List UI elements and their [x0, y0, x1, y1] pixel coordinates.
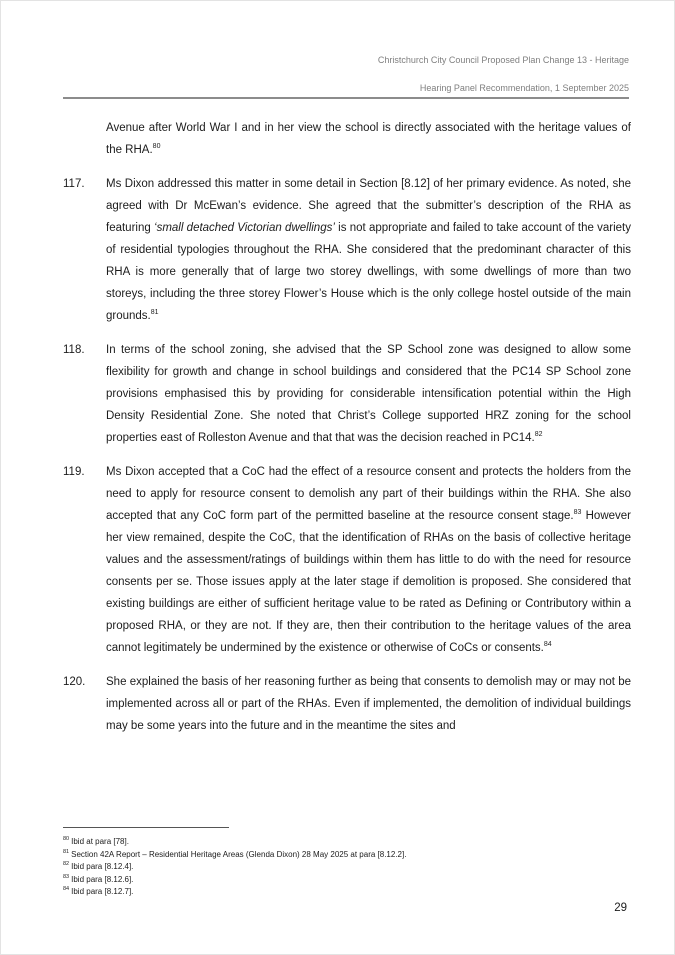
- footnote-text: Ibid para [8.12.7].: [71, 887, 134, 896]
- footnote-text: Section 42A Report – Residential Heritage Areas (Glenda Dixon) 28 May 2025 at para [8.12.2].: [71, 849, 407, 859]
- numbered-paragraph: [63, 173, 631, 327]
- header-divider: [63, 97, 629, 99]
- footnote-reference: 83: [573, 509, 582, 517]
- paragraph-number: 118.: [63, 344, 85, 356]
- page-header: [63, 54, 629, 99]
- paragraph-text-segment: In terms of the school zoning, she advised that the SP School zone was designed to allow some flexibility for growth and change in school buildings and considered that the PC14 SP School zone provisions emphasised this by providing for considerable intensification potential within the High Density Residential Zone. She noted that Christ’s College supported HRZ zoning for the school properties east of Rolleston Avenue and that that was the decision reached in PC14.: [106, 344, 631, 444]
- paragraph-text-segment: Ms Dixon accepted that a CoC had the effect of a resource consent and protects the holders from the need to apply for resource consent to demolish any part of their buildings within the RHA. She also accepted that any CoC form part of the permitted baseline at the resource consent stage.: [106, 466, 631, 522]
- footnote-number: 80: [63, 836, 70, 843]
- paragraph-text: [106, 461, 631, 659]
- footnote-list: [63, 836, 629, 899]
- footnote-number: 81: [63, 848, 70, 855]
- footnote-reference: 81: [150, 309, 159, 317]
- paragraph-text: [106, 339, 631, 449]
- footnote-reference: 84: [543, 641, 552, 649]
- header-document-title: Christchurch City Council Proposed Plan Change 13 - Heritage: [377, 55, 629, 65]
- paragraph-text-segment: Ms Dixon addressed this matter in some detail in Section [8.12] of her primary evidence. As noted, she agreed with Dr McEwan’s evidence. She agreed that the submitter’s description of the RHA as featuring: [106, 178, 631, 234]
- paragraph-text-segment: However her view remained, despite the CoC, that the identification of RHAs on the basis of collective heritage values and the assessment/ratings of buildings within them has little to do with the need for resource consents per se. Those issues apply at the later stage if demolition is proposed. She considered that existing buildings are either of sufficient heritage value to be rated as Defining or Contributory within a proposed RHA, or they are not. If they are, then their contribution to the heritage values of the area cannot legitimately be undermined by the existence or otherwise of CoCs or consents.: [106, 510, 631, 654]
- numbered-paragraph: [63, 671, 631, 737]
- paragraph-number: [63, 117, 106, 161]
- numbered-paragraph: [63, 461, 631, 659]
- footnote-number: 84: [63, 886, 70, 893]
- footnote: [63, 861, 629, 874]
- footnote: [63, 836, 629, 849]
- paragraph-number: 117.: [63, 178, 85, 190]
- footnote-text: Ibid para [8.12.6].: [71, 874, 134, 884]
- paragraph-list: [63, 117, 631, 749]
- paragraph-text: [106, 117, 631, 161]
- numbered-paragraph: [63, 339, 631, 449]
- footnote: [63, 849, 629, 862]
- paragraph-text-segment: Avenue after World War I and in her view the school is directly associated with the heritage values of the RHA.: [106, 122, 631, 156]
- paragraph-text-segment: She explained the basis of her reasoning further as being that consents to demolish may or may not be implemented across all or part of the RHAs. Even if implemented, the demolition of individual buildings may be some years into the future and in the meantime the sites and: [106, 676, 631, 732]
- page-number: 29: [614, 902, 627, 914]
- paragraph-text-segment: is not appropriate and failed to take account of the variety of residential typologies throughout the RHA. She considered that the predominant character of this RHA is more generally that of large two storey dwellings, with some dwellings of more than two storeys, including the three storey Flower’s House which is the only college hostel outside of the main grounds.: [106, 222, 631, 322]
- paragraph-text: [106, 671, 631, 737]
- paragraph-text: [106, 173, 631, 327]
- header-document-subtitle: Hearing Panel Recommendation, 1 September 2025: [419, 83, 629, 93]
- footnote-number: 82: [63, 861, 70, 868]
- footnote: [63, 874, 629, 887]
- paragraph-number: 119.: [63, 466, 85, 478]
- footnote-text: Ibid at para [78].: [71, 837, 129, 846]
- footnotes-section: [63, 827, 629, 899]
- footnote: [63, 886, 629, 899]
- footnote-number: 83: [63, 873, 70, 880]
- paragraph-number: 120.: [63, 676, 86, 688]
- paragraph-text-segment: ‘small detached Victorian dwellings’: [154, 222, 335, 234]
- footnote-reference: 80: [152, 143, 161, 151]
- footnote-divider: [63, 827, 229, 828]
- continuation-paragraph: [63, 117, 631, 161]
- footnote-text: Ibid para [8.12.4].: [71, 862, 134, 871]
- footnote-reference: 82: [534, 431, 543, 439]
